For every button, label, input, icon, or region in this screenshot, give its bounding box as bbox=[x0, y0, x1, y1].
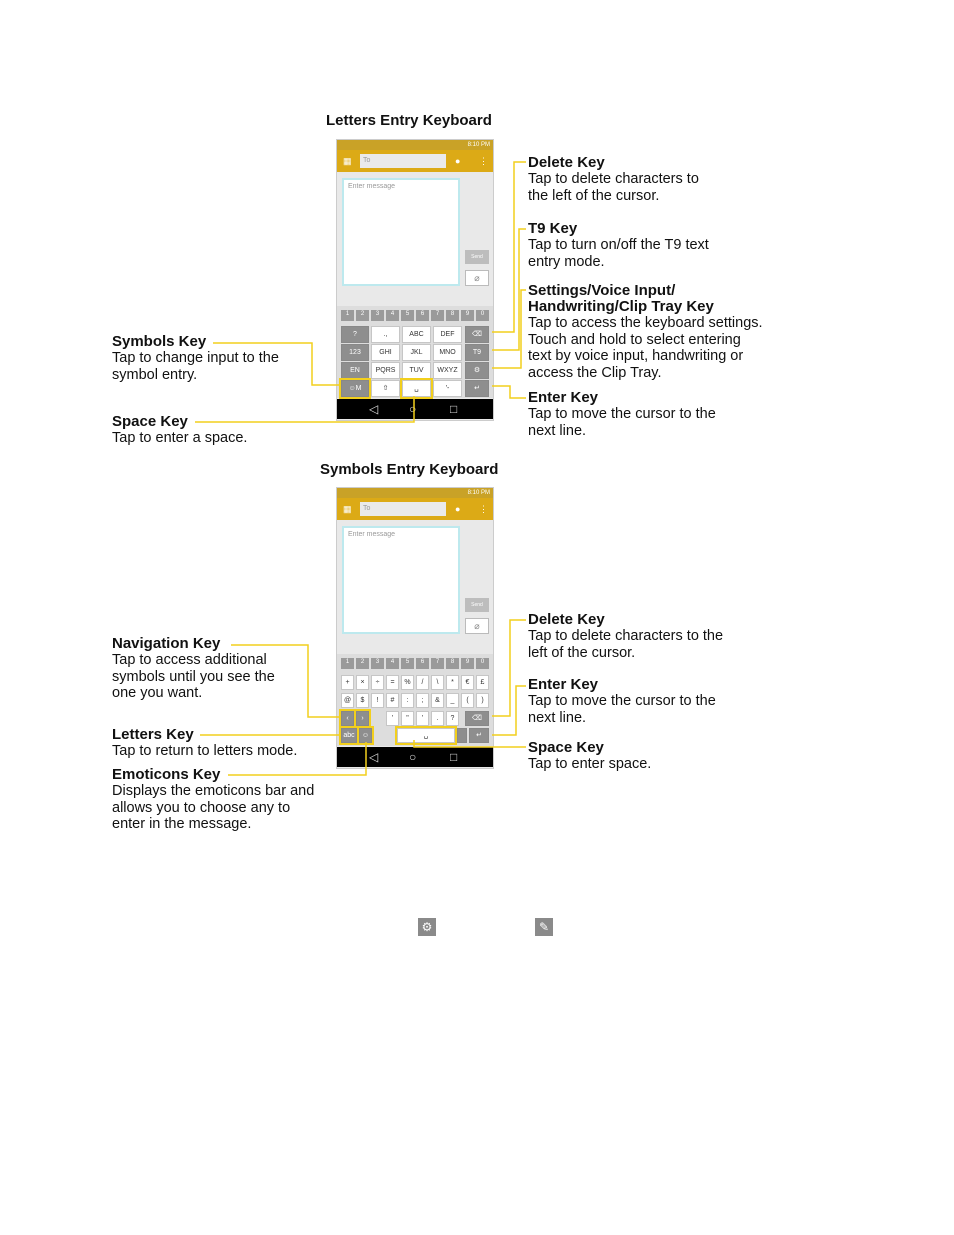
callout-desc: Tap to move the cursor to the next line. bbox=[528, 693, 716, 726]
key[interactable]: 6 bbox=[416, 658, 429, 669]
key[interactable]: ' bbox=[386, 711, 399, 726]
key[interactable]: 1 bbox=[341, 658, 354, 669]
key[interactable]: / bbox=[416, 675, 429, 690]
message-field[interactable]: Enter message bbox=[342, 526, 460, 634]
key[interactable]: 9 bbox=[461, 658, 474, 669]
back-icon[interactable]: ◁ bbox=[369, 402, 379, 416]
key-punct[interactable]: ., bbox=[371, 326, 400, 343]
key-jkl[interactable]: JKL bbox=[402, 344, 431, 361]
callout-desc: Tap to turn on/off the T9 text entry mode. bbox=[528, 237, 709, 270]
callout-title: Enter Key bbox=[528, 676, 599, 693]
key[interactable]: 9 bbox=[461, 310, 474, 321]
callout-desc: Tap to enter a space. bbox=[112, 430, 248, 446]
key[interactable]: * bbox=[446, 675, 459, 690]
send-button[interactable]: Send bbox=[465, 250, 489, 264]
status-bar: 8:10 PM bbox=[337, 488, 493, 498]
key[interactable]: + bbox=[341, 675, 354, 690]
enter-icon: ↵ bbox=[474, 385, 480, 392]
key[interactable]: € bbox=[461, 675, 474, 690]
contact-icon[interactable]: ● bbox=[455, 156, 461, 166]
status-bar: 8:10 PM bbox=[337, 140, 493, 150]
callout-delete-key-symbols bbox=[528, 612, 723, 661]
key[interactable]: ) bbox=[476, 693, 489, 708]
key[interactable]: 1 bbox=[341, 310, 354, 321]
attach-icon[interactable]: ⌀ bbox=[465, 270, 489, 286]
key[interactable]: @ bbox=[341, 693, 354, 708]
key[interactable]: 7 bbox=[431, 658, 444, 669]
key[interactable]: # bbox=[386, 693, 399, 708]
key[interactable]: ? bbox=[446, 711, 459, 726]
space-key[interactable]: ␣ bbox=[402, 380, 431, 397]
key[interactable]: $ bbox=[356, 693, 369, 708]
symbols-keyboard-title: Symbols Entry Keyboard bbox=[320, 461, 499, 478]
more-icon[interactable]: ⋮ bbox=[479, 156, 488, 166]
enter-icon: ↵ bbox=[476, 732, 482, 739]
home-icon[interactable]: ○ bbox=[409, 402, 417, 416]
more-icon[interactable]: ⋮ bbox=[479, 504, 488, 514]
key-def[interactable]: DEF bbox=[433, 326, 462, 343]
callout-desc: Tap to delete characters to the left of the cursor. bbox=[528, 628, 724, 661]
key-123[interactable]: 123 bbox=[341, 344, 369, 361]
t9-key[interactable]: T9 bbox=[465, 344, 489, 361]
key[interactable]: ÷ bbox=[371, 675, 384, 690]
callout-letters-key bbox=[112, 727, 297, 760]
backspace-icon: ⌫ bbox=[472, 331, 482, 338]
grid-icon[interactable]: ▦ bbox=[343, 156, 352, 166]
chevron-right-icon: › bbox=[361, 715, 364, 722]
recents-icon[interactable]: □ bbox=[450, 402, 458, 416]
key[interactable]: 0 bbox=[476, 658, 489, 669]
smiley-icon: ☺ bbox=[361, 732, 370, 739]
key-tuv[interactable]: TUV bbox=[402, 362, 431, 379]
key[interactable]: 3 bbox=[371, 310, 384, 321]
key-wxyz[interactable]: WXYZ bbox=[433, 362, 462, 379]
letters-key[interactable]: abc bbox=[341, 728, 357, 743]
callout-desc: Tap to delete characters to the left of the cursor. bbox=[528, 171, 699, 204]
space-icon: ␣ bbox=[423, 732, 429, 739]
message-field[interactable]: Enter message bbox=[342, 178, 460, 286]
callout-navigation-key bbox=[112, 636, 275, 702]
callout-title: Delete Key bbox=[528, 611, 605, 628]
chevron-left-icon: ‹ bbox=[346, 715, 349, 722]
key[interactable]: 5 bbox=[401, 310, 414, 321]
gear-icon: ⚙ bbox=[473, 367, 481, 374]
attach-icon[interactable]: ⌀ bbox=[465, 618, 489, 634]
key[interactable]: : bbox=[401, 693, 414, 708]
home-icon[interactable]: ○ bbox=[409, 750, 417, 764]
key-mno[interactable]: MNO bbox=[433, 344, 462, 361]
to-field[interactable]: To bbox=[360, 154, 446, 168]
backspace-icon: ⌫ bbox=[472, 715, 482, 722]
key[interactable]: 4 bbox=[386, 310, 399, 321]
key[interactable]: % bbox=[401, 675, 414, 690]
key[interactable]: _ bbox=[446, 693, 459, 708]
key[interactable]: £ bbox=[476, 675, 489, 690]
key[interactable]: " bbox=[401, 711, 414, 726]
key[interactable]: 6 bbox=[416, 310, 429, 321]
callout-enter-key-symbols bbox=[528, 677, 716, 726]
key[interactable]: 2 bbox=[356, 658, 369, 669]
callout-title: Space Key bbox=[528, 739, 604, 756]
key[interactable]: ' bbox=[416, 711, 429, 726]
key-pqrs[interactable]: PQRS bbox=[371, 362, 400, 379]
key[interactable]: . bbox=[431, 711, 444, 726]
callout-desc: Tap to move the cursor to the next line. bbox=[528, 406, 716, 439]
callout-title: Emoticons Key bbox=[112, 766, 221, 783]
to-field[interactable]: To bbox=[360, 502, 446, 516]
key[interactable]: 3 bbox=[371, 658, 384, 669]
callout-title: Space Key bbox=[112, 413, 188, 430]
gear-icon: ⚙ bbox=[418, 918, 436, 936]
callout-desc: Displays the emoticons bar and allows you to choose any to enter in the message. bbox=[112, 783, 315, 832]
send-button[interactable]: Send bbox=[465, 598, 489, 612]
key[interactable]: ! bbox=[371, 693, 384, 708]
grid-icon[interactable]: ▦ bbox=[343, 504, 352, 514]
contact-icon[interactable]: ● bbox=[455, 504, 461, 514]
key-language[interactable]: EN bbox=[341, 362, 369, 379]
callout-desc: Tap to change input to the symbol entry. bbox=[112, 350, 279, 383]
key[interactable]: & bbox=[431, 693, 444, 708]
key[interactable]: \ bbox=[431, 675, 444, 690]
callout-desc: Tap to access additional symbols until you see the one you want. bbox=[112, 652, 275, 701]
callout-title: Settings/Voice Input/ Handwriting/Clip Tray Key bbox=[528, 282, 714, 315]
callout-space-key-symbols bbox=[528, 740, 651, 773]
symbols-key[interactable]: ☺M bbox=[341, 380, 369, 397]
callout-emoticons-key bbox=[112, 767, 314, 833]
key[interactable]: 7 bbox=[431, 310, 444, 321]
key[interactable]: 4 bbox=[386, 658, 399, 669]
key[interactable]: × bbox=[356, 675, 369, 690]
key-apostrophe[interactable]: '- bbox=[433, 380, 462, 397]
callout-title: Enter Key bbox=[528, 389, 599, 406]
key-ghi[interactable]: GHI bbox=[371, 344, 400, 361]
key-abc[interactable]: ABC bbox=[402, 326, 431, 343]
letters-keyboard-title: Letters Entry Keyboard bbox=[326, 112, 492, 129]
key[interactable]: = bbox=[386, 675, 399, 690]
key[interactable]: 2 bbox=[356, 310, 369, 321]
key[interactable]: ( bbox=[461, 693, 474, 708]
key[interactable]: 8 bbox=[446, 310, 459, 321]
callout-title: Delete Key bbox=[528, 154, 605, 171]
shift-key[interactable]: ⇧ bbox=[371, 380, 400, 397]
callout-title: Symbols Key bbox=[112, 333, 207, 350]
callout-desc: Tap to access the keyboard settings. Touch and hold to select entering text by voice input, handwriting or access the Clip Tray. bbox=[528, 315, 763, 381]
recents-icon[interactable]: □ bbox=[450, 750, 458, 764]
key-question[interactable]: ? bbox=[341, 326, 369, 343]
key[interactable]: ; bbox=[416, 693, 429, 708]
callout-desc: Tap to enter space. bbox=[528, 756, 652, 772]
callout-title: T9 Key bbox=[528, 220, 578, 237]
key[interactable]: 5 bbox=[401, 658, 414, 669]
pencil-icon: ✎ bbox=[535, 918, 553, 936]
key[interactable]: 0 bbox=[476, 310, 489, 321]
key[interactable]: 8 bbox=[446, 658, 459, 669]
callout-desc: Tap to return to letters mode. bbox=[112, 743, 298, 759]
callout-title: Navigation Key bbox=[112, 635, 221, 652]
callout-title: Letters Key bbox=[112, 726, 194, 743]
back-icon[interactable]: ◁ bbox=[369, 750, 379, 764]
